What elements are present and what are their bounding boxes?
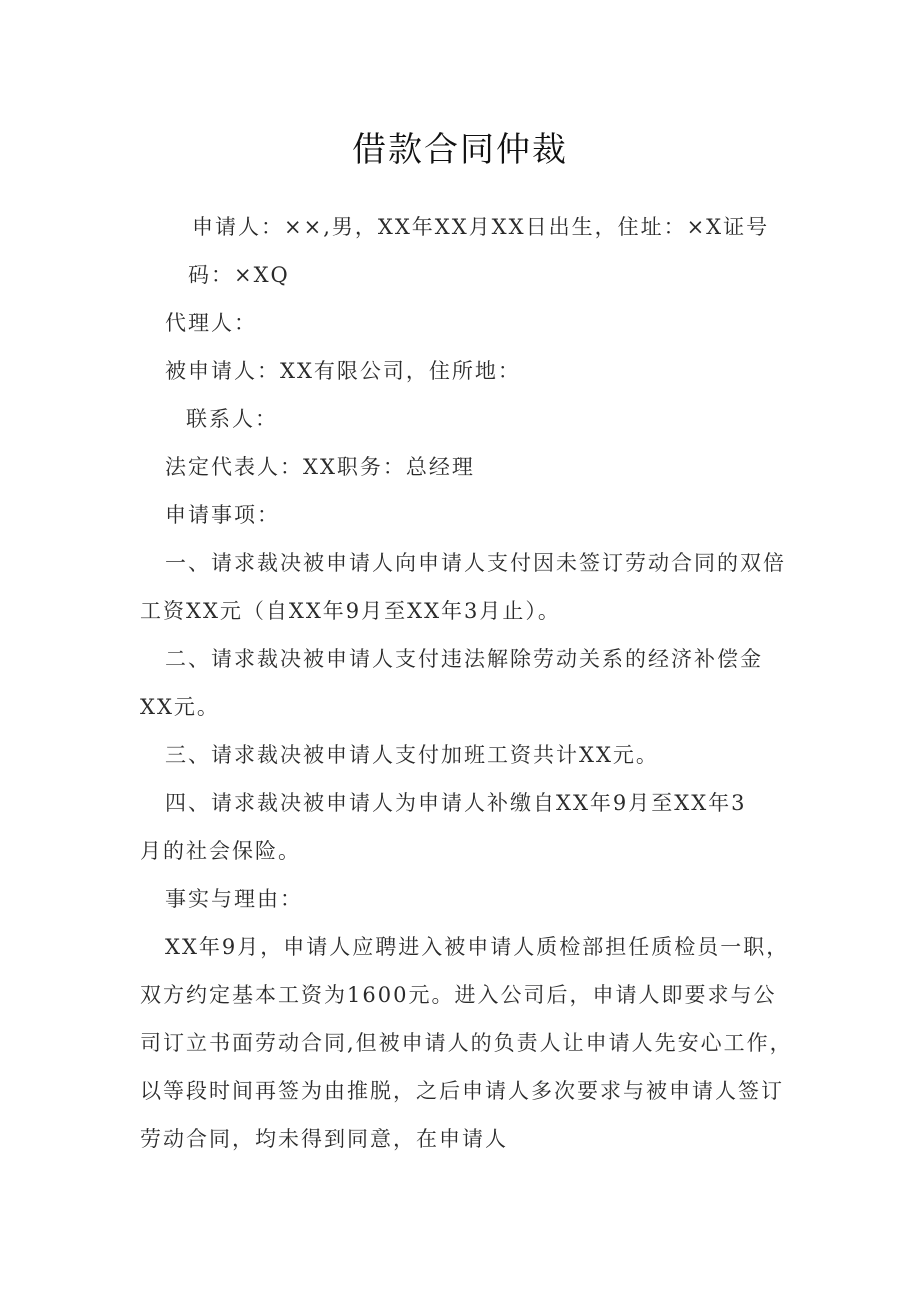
- facts-line-5: 劳动合同，均未得到同意，在申请人: [140, 1127, 508, 1151]
- document-title: 借款合同仲裁: [352, 130, 568, 170]
- facts-line-3: 司订立书面劳动合同,但被申请人的负责人让申请人先安心工作，: [140, 1031, 793, 1055]
- claim-3-line: 三、请求裁决被申请人支付加班工资共计XX元。: [165, 743, 659, 767]
- facts-heading: 事实与理由：: [165, 887, 303, 911]
- claim-4-line-1: 四、请求裁决被申请人为申请人补缴自XX年9月至XX年3: [165, 791, 747, 815]
- facts-line-2: 双方约定基本工资为1600元。进入公司后，申请人即要求与公: [140, 983, 777, 1007]
- facts-line-4: 以等段时间再签为由推脱，之后申请人多次要求与被申请人签订: [140, 1079, 784, 1103]
- claims-heading: 申请事项：: [165, 503, 280, 527]
- contact-line: 联系人：: [186, 407, 278, 431]
- applicant-line: 申请人：××,男，XX年XX月XX日出生，住址：×X证号: [192, 215, 770, 239]
- claim-1-line-1: 一、请求裁决被申请人向申请人支付因未签订劳动合同的双倍: [165, 551, 786, 575]
- claim-4-line-2: 月的社会保险。: [140, 839, 301, 863]
- claim-2-line-2: XX元。: [140, 695, 220, 719]
- facts-line-1: XX年9月，申请人应聘进入被申请人质检部担任质检员一职，: [165, 935, 790, 959]
- claim-2-line-1: 二、请求裁决被申请人支付违法解除劳动关系的经济补偿金: [165, 647, 763, 671]
- agent-line: 代理人：: [165, 311, 257, 335]
- claim-1-line-2: 工资XX元（自XX年9月至XX年3月止）。: [140, 599, 561, 623]
- respondent-line: 被申请人：XX有限公司，住所地：: [165, 359, 521, 383]
- legal-rep-line: 法定代表人：XX职务：总经理: [165, 455, 475, 479]
- applicant-id-line: 码：×XQ: [188, 263, 290, 287]
